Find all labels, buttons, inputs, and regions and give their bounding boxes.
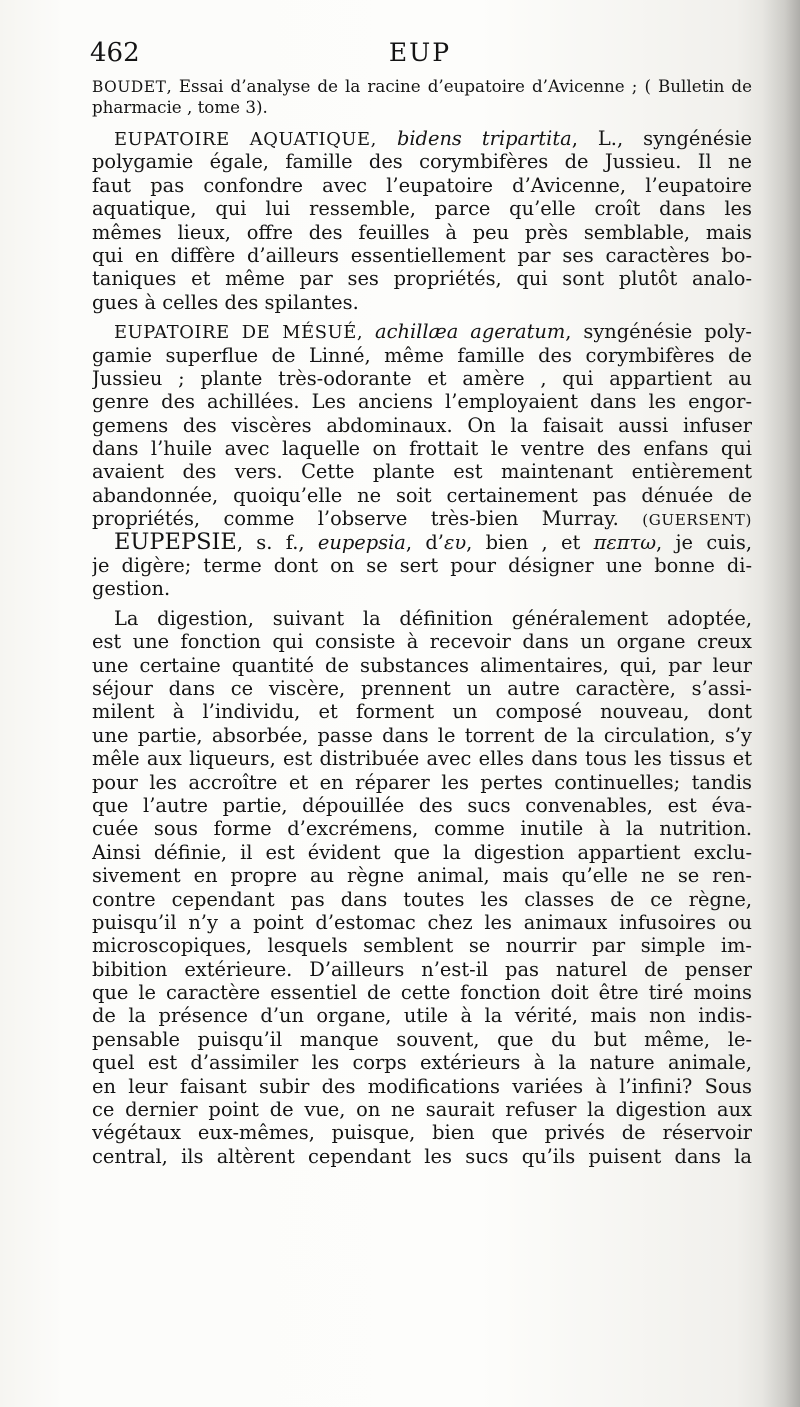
- text-line: polygamie égale, famille des corymbifères de Jussieu. Il ne: [92, 150, 752, 174]
- text-line: je digère; terme dont on se sert pour désigner une bonne di-: [92, 554, 752, 578]
- paragraph-digestion: [92, 607, 752, 1168]
- text-line: dans l’huile avec laquelle on frottait le ventre des enfans qui: [92, 437, 752, 461]
- entry-term: EUPATOIRE AQUATIQUE,: [114, 129, 377, 150]
- text-line: cuée sous forme d’excrémens, comme inutile à la nutrition.: [92, 817, 752, 841]
- boudet-reference: [92, 76, 752, 118]
- entry-eupepsie: [92, 531, 752, 601]
- text-line: Ainsi définie, il est évident que la digestion appartient exclu-: [92, 840, 752, 864]
- greek-word: πεπτω: [593, 530, 657, 554]
- headword: EUPEPSIE: [114, 530, 237, 555]
- text-line: EUPATOIRE AQUATIQUE, bidens tripartita, L., syngénésie: [114, 127, 752, 150]
- text-line: ce dernier point de vue, on ne saurait refuser la digestion aux: [92, 1098, 752, 1122]
- text-line: qui en diffère d’ailleurs essentiellement par ses caractères bo-: [92, 243, 752, 267]
- text-line: abandonnée, quoiqu’elle ne soit certainement pas dénuée de: [92, 483, 752, 507]
- latin-name: achillæa ageratum: [375, 320, 566, 344]
- latin-name: eupepsia: [317, 530, 406, 554]
- entry-eupatoire-de-mesue: [92, 320, 752, 531]
- text-line: gamie superflue de Linné, même famille des corymbifères de: [92, 343, 752, 367]
- text-line: genre des achillées. Les anciens l’employaient dans les engor-: [92, 390, 752, 414]
- text-line: BOUDET, Essai d’analyse de la racine d’eupatoire d’Avicenne ; ( Bulletin de: [92, 76, 752, 96]
- text-line: La digestion, suivant la définition généralement adoptée,: [114, 606, 752, 630]
- text-line: sivement en propre au règne animal, mais qu’elle ne se ren-: [92, 864, 752, 888]
- text-line: propriétés, comme l’observe très-bien Murray. (GUERSENT): [92, 507, 752, 531]
- page-fold-shadow: [762, 0, 800, 1407]
- text-line: mêle aux liqueurs, est distribuée avec elles dans tous les tissus et: [92, 747, 752, 771]
- text-line: taniques et même par ses propriétés, qui sont plutôt analo-: [92, 267, 752, 291]
- text-line: bibition extérieure. D’ailleurs n’est-il pas naturel de penser: [92, 957, 752, 981]
- text-line: de la présence d’un organe, utile à la vérité, mais non indis-: [92, 1004, 752, 1028]
- page-body: [92, 76, 752, 1168]
- text-line: gestion.: [92, 577, 171, 601]
- text-line: séjour dans ce viscère, prennent un autre caractère, s’assi-: [92, 676, 752, 700]
- text-line: que l’autre partie, dépouillée des sucs convenables, est éva-: [92, 793, 752, 817]
- text-line: contre cependant pas dans toutes les classes de ce règne,: [92, 887, 752, 911]
- text-line: EUPEPSIE, s. f., eupepsia, d’ευ, bien , et πεπτω, je cuis,: [114, 530, 752, 555]
- text-line: mêmes lieux, offre des feuilles à peu près semblable, mais: [92, 220, 752, 244]
- text-line: puisqu’il n’y a point d’estomac chez les animaux infusoires ou: [92, 910, 752, 934]
- text-line: faut pas confondre avec l’eupatoire d’Avicenne, l’eupatoire: [92, 173, 752, 197]
- text-line: pharmacie , tome 3).: [92, 97, 268, 117]
- text-line: avaient des vers. Cette plante est maintenant entièrement: [92, 460, 752, 484]
- text-line: aquatique, qui lui ressemble, parce qu’elle croît dans les: [92, 197, 752, 221]
- text-line: Jussieu ; plante très-odorante et amère , qui appartient au: [92, 366, 752, 390]
- entry-eupatoire-aquatique: [92, 127, 752, 314]
- text-line: est une fonction qui consiste à recevoir dans un organe creux: [92, 630, 752, 654]
- page-number: 462: [90, 38, 140, 68]
- text-line: gemens des viscères abdominaux. On la faisait aussi infuser: [92, 413, 752, 437]
- latin-name: bidens tripartita: [396, 127, 572, 150]
- running-head: EUP: [388, 38, 452, 67]
- text-line: microscopiques, lesquels semblent se nourrir par simple im-: [92, 934, 752, 958]
- text-line: quel est d’assimiler les corps extérieurs à la nature animale,: [92, 1051, 752, 1075]
- text-line: EUPATOIRE DE MÉSUÉ, achillæa ageratum, syngénésie poly-: [114, 320, 752, 344]
- text-line: central, ils altèrent cependant les sucs qu’ils puisent dans la: [92, 1144, 752, 1168]
- text-line: pour les accroître et en réparer les pertes continuelles; tandis: [92, 770, 752, 794]
- text-line: gues à celles des spilantes.: [92, 290, 359, 314]
- entry-term: EUPATOIRE DE MÉSUÉ,: [114, 322, 364, 344]
- text-line: que le caractère essentiel de cette fonction doit être tiré moins: [92, 981, 752, 1005]
- page-header: [90, 38, 750, 70]
- text-line: végétaux eux-mêmes, puisque, bien que privés de réservoir: [92, 1121, 752, 1145]
- greek-word: ευ: [443, 530, 467, 554]
- text-line: une partie, absorbée, passe dans le torrent de la circulation, s’y: [92, 723, 752, 747]
- text-line: pensable puisqu’il manque souvent, que du but même, le-: [92, 1027, 752, 1051]
- author-name: BOUDET: [92, 78, 167, 96]
- text-line: une certaine quantité de substances alimentaires, qui, par leur: [92, 653, 752, 677]
- text-line: en leur faisant subir des modifications variées à l’infini? Sous: [92, 1074, 752, 1098]
- text-line: milent à l’individu, et forment un composé nouveau, dont: [92, 700, 752, 724]
- entry-author: (GUERSENT): [642, 511, 752, 530]
